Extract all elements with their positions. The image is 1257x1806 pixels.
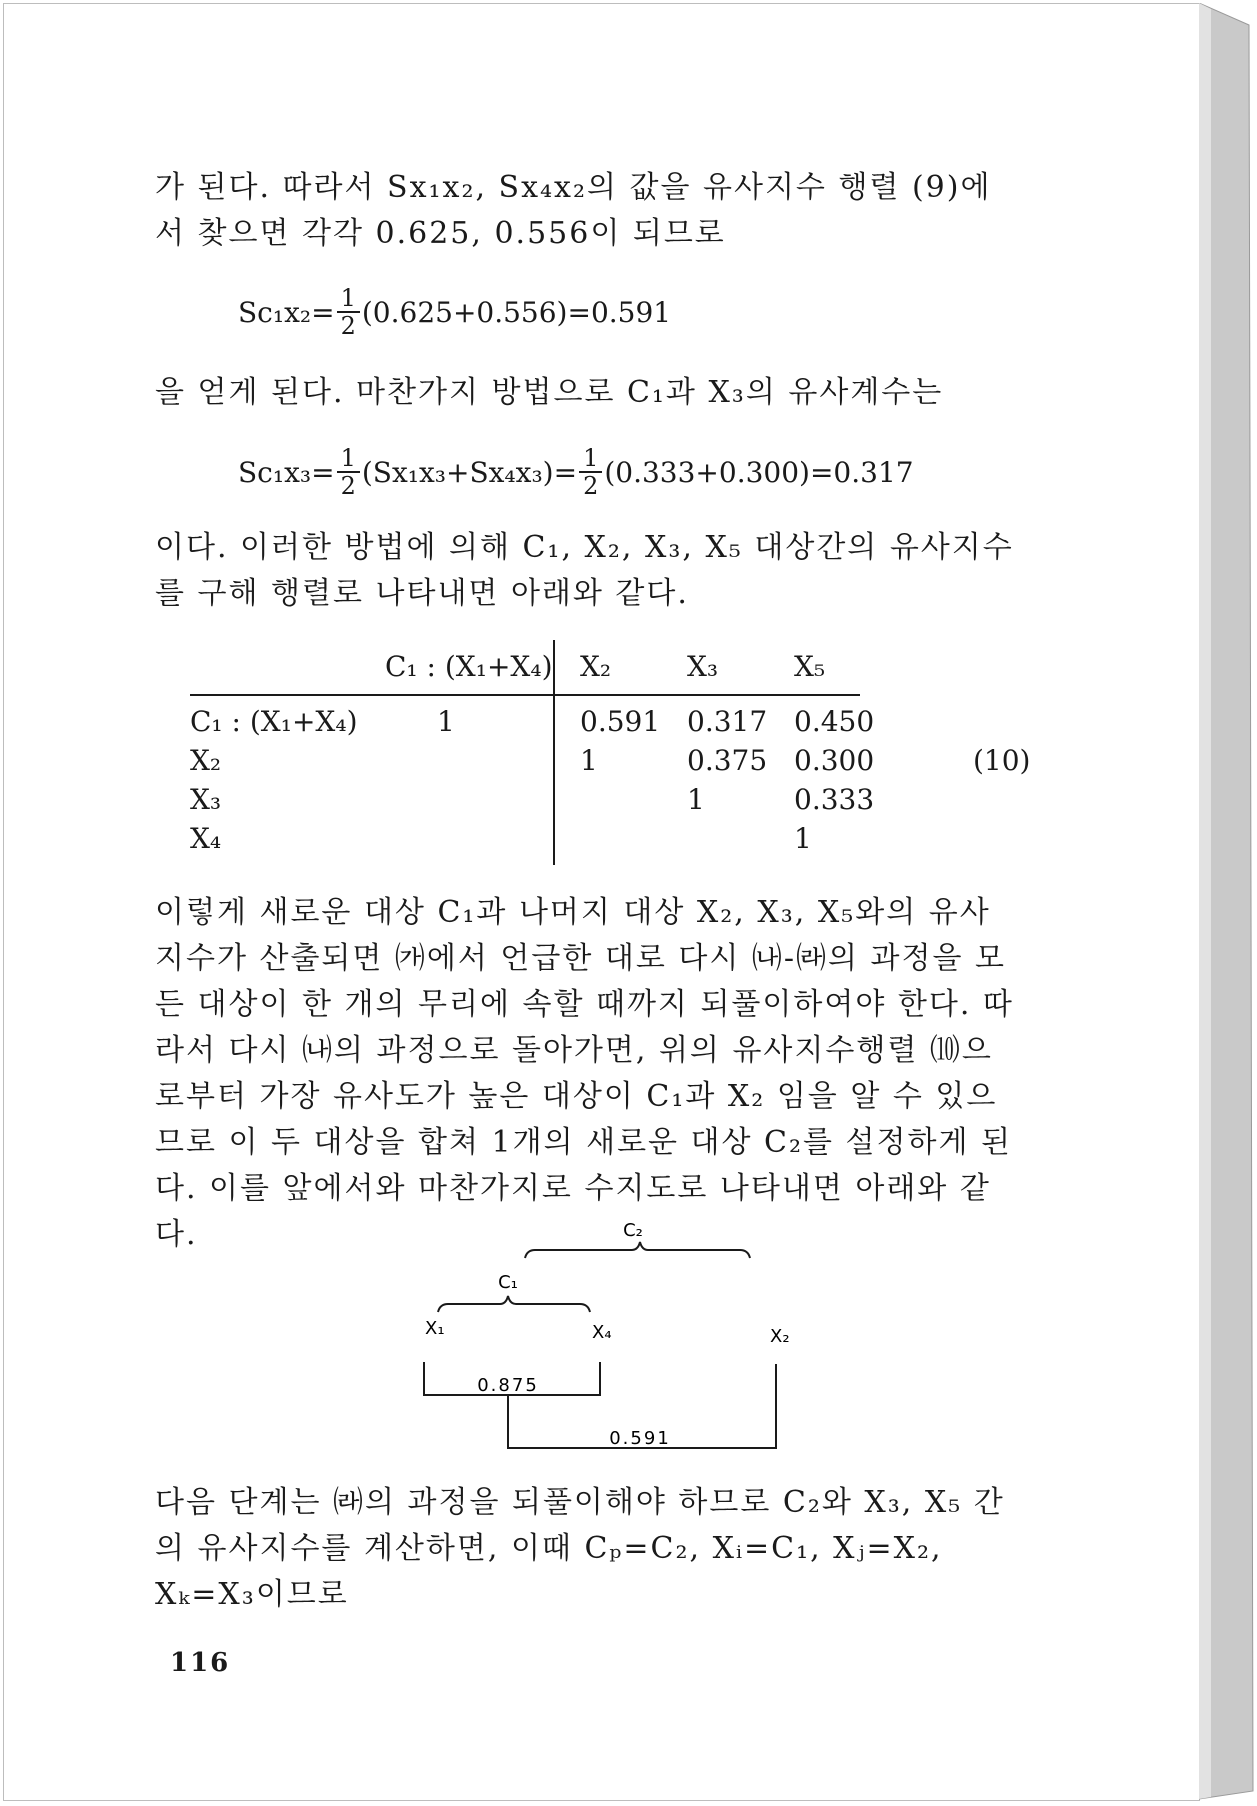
matrix-cell-r2-c3: 0.375 — [687, 744, 768, 777]
equation-number: (10) — [973, 744, 1031, 777]
similarity-matrix — [190, 640, 1070, 865]
formula-1-numerator: 1 — [337, 285, 360, 313]
matrix-cell-r4-c4: 1 — [794, 822, 812, 855]
formula-2-eq: = — [311, 455, 335, 489]
formula-2-body-1: (Sx₁x₃+Sx₄x₃) — [361, 455, 554, 489]
value-0875: 0.875 — [477, 1375, 539, 1396]
c2-brace — [525, 1242, 750, 1258]
page-number: 116 — [170, 1648, 231, 1678]
dendrogram — [400, 1220, 820, 1460]
formula-2-result: =0.317 — [809, 455, 914, 489]
col-header-x3: X₃ — [687, 650, 719, 683]
formula-1-eq: = — [311, 295, 335, 329]
row-label-x4: X₄ — [190, 822, 222, 855]
formula-1-lhs: Sc₁x₂ — [238, 295, 312, 329]
col-header-x2: X₂ — [580, 650, 612, 683]
formula-2-lhs: Sc₁x₃ — [238, 455, 312, 489]
formula-2-fraction-b — [579, 445, 602, 499]
label-x4: X₄ — [592, 1322, 612, 1343]
formula-2-denominator-a: 2 — [340, 472, 356, 500]
row-label-c1: C₁ : (X₁+X₄) — [190, 705, 358, 738]
label-x1: X₁ — [425, 1318, 445, 1339]
matrix-cell-r2-c2: 1 — [580, 744, 598, 777]
paragraph-2: 을 얻게 된다. 마찬가지 방법으로 C₁과 X₃의 유사계수는 — [155, 375, 944, 410]
label-c2: C₂ — [623, 1220, 643, 1241]
formula-sc1x2 — [238, 285, 671, 339]
matrix-cell-r2-c4: 0.300 — [794, 744, 875, 777]
formula-1-denominator: 2 — [340, 312, 356, 340]
row-label-x2: X₂ — [190, 744, 222, 777]
value-0591: 0.591 — [609, 1428, 671, 1449]
matrix-cell-r1-c2: 0.591 — [580, 705, 661, 738]
label-x2: X₂ — [770, 1326, 790, 1347]
formula-2-denominator-b: 2 — [583, 472, 599, 500]
matrix-horizontal-rule — [190, 694, 860, 696]
formula-2-numerator-b: 1 — [579, 445, 602, 473]
formula-1-result: =0.591 — [567, 295, 672, 329]
matrix-cell-r1-c3: 0.317 — [687, 705, 768, 738]
matrix-cell-r1-c1: 1 — [437, 705, 455, 738]
formula-1-fraction — [337, 285, 360, 339]
row-label-x3: X₃ — [190, 783, 222, 816]
c1-brace — [438, 1296, 590, 1312]
formula-1-body: (0.625+0.556) — [361, 295, 568, 329]
paragraph-1: 가 된다. 따라서 Sx₁x₂, Sx₄x₂의 값을 유사지수 행렬 (9)에서 찾으면 각각 0.625, 0.556이 되므로 — [155, 170, 992, 251]
matrix-cell-r1-c4: 0.450 — [794, 705, 875, 738]
col-header-c1: C₁ : (X₁+X₄) — [385, 650, 553, 683]
paragraph-5: 다음 단계는 ㈑의 과정을 되풀이해야 하므로 C₂와 X₃, X₅ 간의 유사지수를 계산하면, 이때 Cₚ=C₂, Xᵢ=C₁, Xⱼ=X₂, Xₖ=X₃이므로 — [155, 1485, 1005, 1612]
formula-2-body-2: (0.333+0.300) — [604, 455, 810, 489]
matrix-cell-r3-c3: 1 — [687, 783, 705, 816]
formula-2-fraction-a — [337, 445, 360, 499]
label-c1: C₁ — [498, 1272, 518, 1293]
paragraph-3: 이다. 이러한 방법에 의해 C₁, X₂, X₃, X₅ 대상간의 유사지수를 구해 행렬로 나타내면 아래와 같다. — [155, 530, 1014, 611]
paragraph-4: 이렇게 새로운 대상 C₁과 나머지 대상 X₂, X₃, X₅와의 유사지수가 산출되면 ㈎에서 언급한 대로 다시 ㈏-㈑의 과정을 모든 대상이 한 개의 무리에 속할 때까지 되풀이하여야 한다. 따라서 다시 ㈏의 과정으로 돌아가면, 위의 유사지수행렬 ⑽으로부터 가장 유사도가 높은 대상이 C₁과 X₂ 임을 알 수 있으므로 이 두 대상을 합쳐 1개의 새로운 대상 C₂를 설정하게 된다. 이를 앞에서와 마찬가지로 수지도로 나타내면 아래와 같다. — [155, 895, 1014, 1252]
formula-2-eq-2: = — [553, 455, 578, 489]
matrix-cell-r3-c4: 0.333 — [794, 783, 875, 816]
matrix-vertical-rule — [553, 640, 555, 865]
formula-2-numerator-a: 1 — [337, 445, 360, 473]
formula-sc1x3 — [238, 445, 914, 499]
col-header-x5: X₅ — [794, 650, 826, 683]
